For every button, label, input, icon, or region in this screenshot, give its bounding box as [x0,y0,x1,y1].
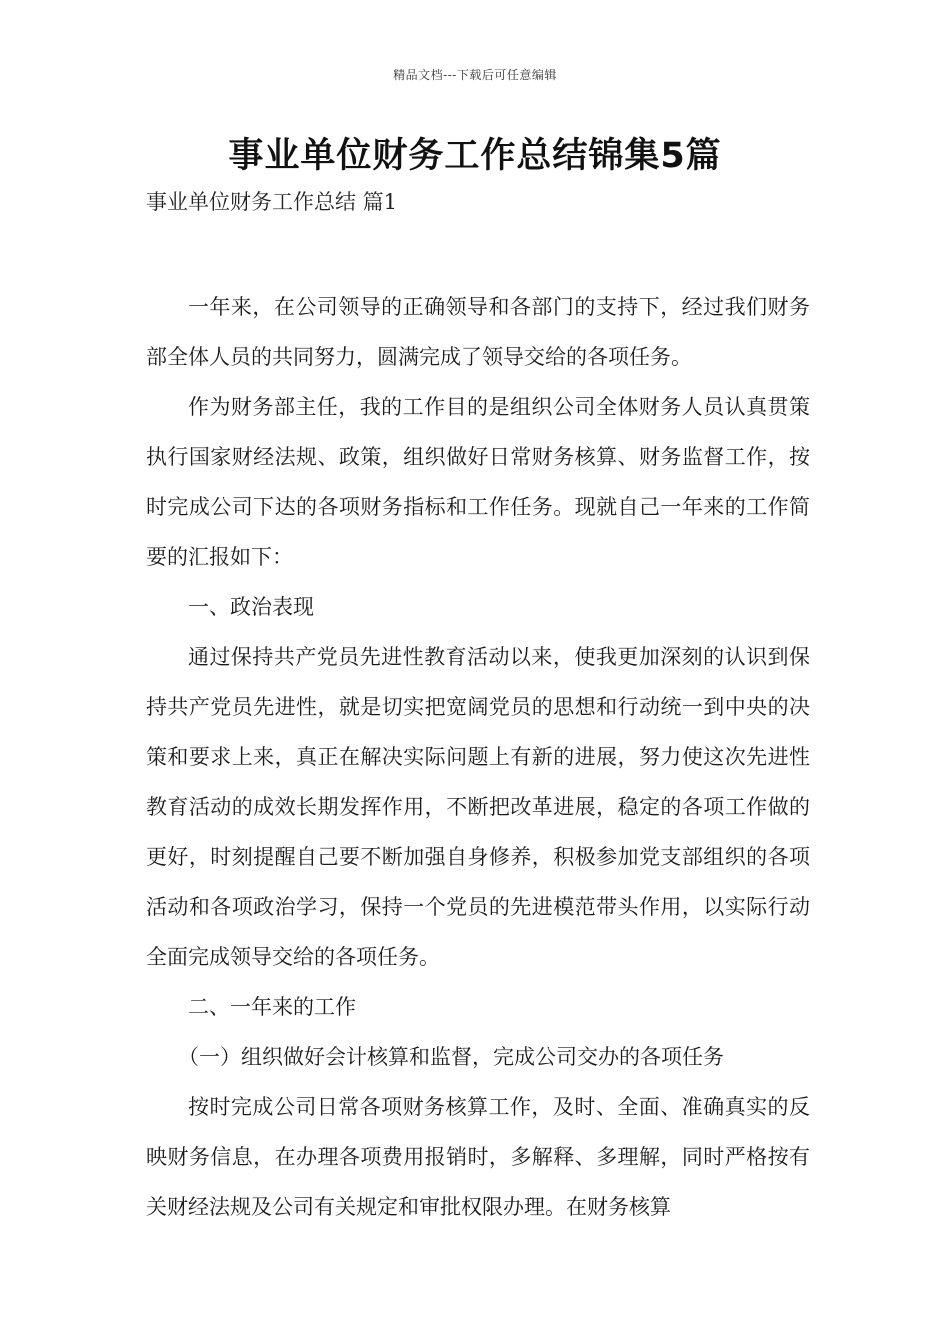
paragraph-role: 作为财务部主任，我的工作目的是组织公司全体财务人员认真贯策执行国家财经法规、政策，组织做好日常财务核算、财务监督工作，按时完成公司下达的各项财务指标和工作任务。现就自己一年来的工作简要的汇报如下： [146,395,810,569]
subheading-accounting: （一）组织做好会计核算和监督，完成公司交办的各项任务 [178,1045,724,1069]
paragraph-accounting: 按时完成公司日常各项财务核算工作，及时、全面、准确真实的反映财务信息，在办理各项费用报销时，多解释、多理解，同时严格按有关财经法规及公司有关规定和审批权限办理。在财务核算 [146,1095,810,1219]
heading-political: 一、政治表现 [188,595,314,619]
header-note: 精品文档---下载后可任意编辑 [393,68,557,82]
heading-work: 二、一年来的工作 [188,995,356,1019]
document-title: 事业单位财务工作总结锦集5篇 [228,136,722,176]
paragraph-political: 通过保持共产党员先进性教育活动以来，使我更加深刻的认识到保持共产党员先进性，就是切实把宽阔党员的思想和行动统一到中央的决策和要求上来，真正在解决实际问题上有新的进展，努力使这次先进性教育活动的成效长期发挥作用，不断把改革进展，稳定的各项工作做的更好，时刻提醒自己要不断加强自身修养，积极参加党支部组织的各项活动和各项政治学习，保持一个党员的先进模范带头作用，以实际行动全面完成领导交给的各项任务。 [146,645,810,969]
document-body [146,282,810,1232]
paragraph-intro: 一年来，在公司领导的正确领导和各部门的支持下，经过我们财务部全体人员的共同努力，圆满完成了领导交给的各项任务。 [146,295,810,369]
section-subtitle: 事业单位财务工作总结 篇1 [146,190,398,214]
